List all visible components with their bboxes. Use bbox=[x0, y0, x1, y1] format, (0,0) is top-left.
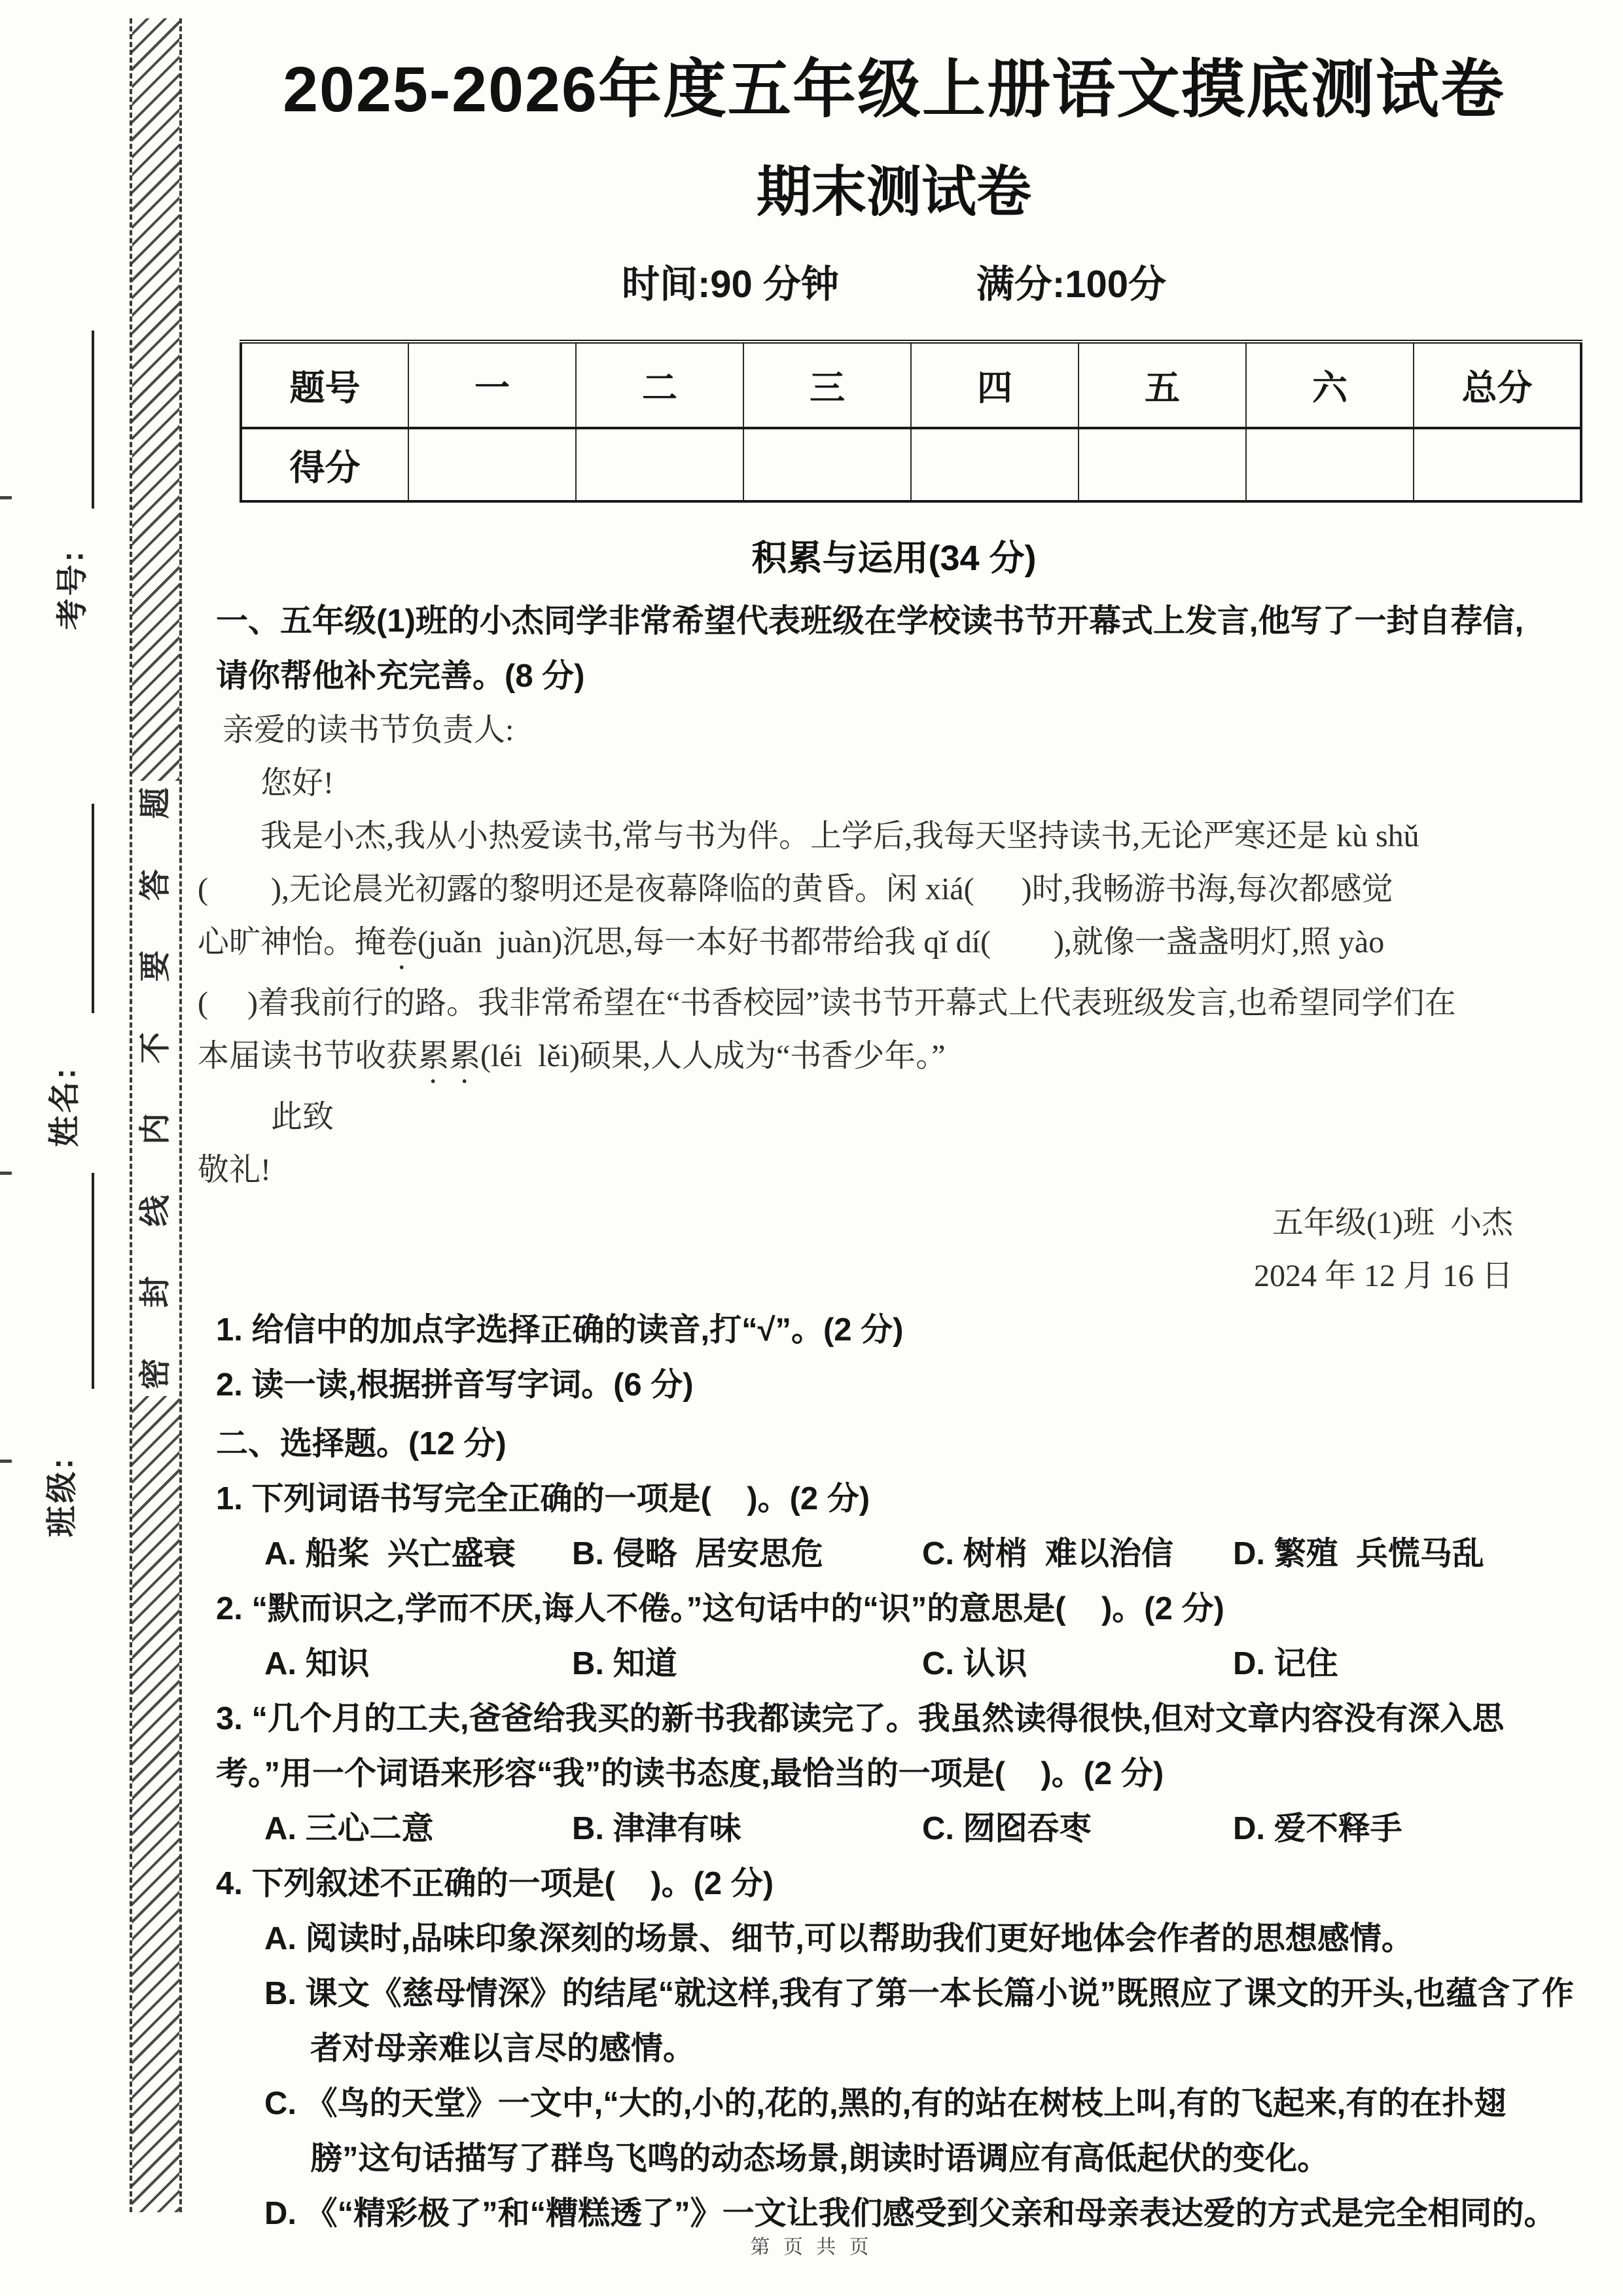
score-col-3: 三 bbox=[743, 342, 911, 428]
section1-heading: 积累与运用(34 分) bbox=[751, 539, 1037, 578]
seal-char: 线 bbox=[137, 1194, 173, 1227]
score-cell bbox=[408, 428, 576, 501]
seal-margin-strip bbox=[130, 18, 182, 2212]
score-col-2: 二 bbox=[576, 342, 743, 428]
seal-char: 题 bbox=[137, 787, 173, 819]
option-c: C. 认识 bbox=[922, 1646, 1027, 1681]
score-cell bbox=[743, 428, 911, 501]
score-col-6: 六 bbox=[1246, 342, 1414, 428]
score-col-total: 总分 bbox=[1414, 342, 1581, 428]
exam-subtitle: 期末测试卷 bbox=[756, 161, 1031, 223]
option-c: C. 囫囵吞枣 bbox=[922, 1811, 1092, 1846]
letter-date: 2024 年 12 月 16 日 bbox=[1253, 1259, 1513, 1293]
score-cell bbox=[576, 428, 743, 501]
main-content bbox=[198, 0, 1585, 2241]
seal-char: 内 bbox=[137, 1113, 173, 1145]
seal-char: 不 bbox=[137, 1031, 173, 1064]
choice-q2-options bbox=[264, 1636, 1585, 1691]
score-cell bbox=[1079, 428, 1246, 501]
banji-label: 班级: bbox=[45, 1456, 80, 1537]
section2-heading: 二、选择题。(12 分) bbox=[216, 1426, 507, 1462]
registration-tick bbox=[0, 1172, 12, 1175]
letter-body-line2: ( ),无论晨光初露的黎明还是夜幕降临的黄昏。闲 xiá( )时,我畅游书海,每次都感觉 bbox=[198, 872, 1393, 906]
letter-greeting: 您好! bbox=[260, 766, 334, 800]
choice-q4-stem: 4. 下列叙述不正确的一项是( )。(2 分) bbox=[216, 1866, 774, 1901]
hatch-pattern-top bbox=[132, 18, 179, 781]
option-d: D. 繁殖 兵慌马乱 bbox=[1233, 1536, 1484, 1571]
score-cell bbox=[911, 428, 1079, 501]
hatch-pattern-bottom bbox=[132, 1396, 179, 2212]
score-table-blank-row bbox=[241, 428, 1581, 501]
choice-q3-stem-line2: 考。”用一个词语来形容“我”的读书态度,最恰当的一项是( )。(2 分) bbox=[216, 1756, 1164, 1791]
option-a: A. 三心二意 bbox=[264, 1811, 434, 1846]
seal-line-text bbox=[132, 781, 179, 1396]
option-c: C. 树梢 难以治信 bbox=[922, 1536, 1173, 1571]
option-a: A. 知识 bbox=[264, 1646, 370, 1681]
question1-intro-line2: 请你帮他补充完善。(8 分) bbox=[216, 658, 585, 694]
full-score: 满分:100分 bbox=[976, 263, 1167, 306]
letter-body-line4: ( )着我前行的路。我非常希望在“书香校园”读书节开幕式上代表班级发言,也希望同学们在 bbox=[198, 986, 1456, 1020]
seal-char: 密 bbox=[137, 1357, 173, 1390]
choice-q2-stem: 2. “默而识之,学而不厌,诲人不倦。”这句话中的“识”的意思是( )。(2 分) bbox=[216, 1591, 1224, 1626]
option-d: D. 爱不释手 bbox=[1233, 1811, 1402, 1846]
seal-char: 答 bbox=[137, 869, 173, 901]
choice-q1-options bbox=[264, 1526, 1585, 1581]
time-limit: 时间:90 分钟 bbox=[621, 263, 839, 306]
letter-body-line3 bbox=[198, 916, 1585, 977]
kaohao-label: 考号: bbox=[55, 548, 90, 630]
self-recommendation-letter bbox=[198, 704, 1585, 1302]
score-cell bbox=[1246, 428, 1414, 501]
letter-body-line5 bbox=[198, 1030, 1585, 1090]
letter-body-line1: 我是小杰,我从小热爱读书,常与书为伴。上学后,我每天坚持读书,无论严寒还是 kù shǔ bbox=[260, 819, 1419, 853]
xingming-label: 姓名: bbox=[47, 1066, 82, 1147]
letter-body-line3-post: (juǎn juàn)沉思,每一本好书都带给我 qǐ dí( ),就像一盏盏明灯,照 yào bbox=[418, 925, 1385, 960]
dotted-chars-leilei: 累累 bbox=[418, 1039, 481, 1073]
registration-tick bbox=[0, 1460, 12, 1463]
choice-q4-option-b-line1: B. 课文《慈母情深》的结尾“就这样,我有了第一本长篇小说”既照应了课文的开头,也蕴含了作 bbox=[264, 1976, 1574, 2011]
choice-q4-option-b-line2: 者对母亲难以言尽的感情。 bbox=[310, 2031, 696, 2066]
task2-pinyin-writing: 2. 读一读,根据拼音写字词。(6 分) bbox=[216, 1367, 694, 1403]
letter-salutation: 亲爱的读书节负责人: bbox=[223, 713, 514, 747]
letter-body-line3-pre: 心旷神怡。掩 bbox=[198, 925, 387, 960]
letter-body-line5-pre: 本届读书节收获 bbox=[198, 1039, 418, 1073]
letter-closing: 此致 bbox=[271, 1100, 334, 1134]
choice-q4-option-d: D. 《“精彩极了”和“糟糕透了”》一文让我们感受到父亲和母亲表达爱的方式是完全相同的。 bbox=[264, 2196, 1556, 2231]
exam-title: 2025-2026年度五年级上册语文摸底测试卷 bbox=[283, 54, 1505, 125]
score-table-corner: 题号 bbox=[241, 342, 408, 428]
seal-char: 封 bbox=[137, 1276, 173, 1308]
score-table-header-row bbox=[241, 342, 1581, 428]
task1-pronunciation: 1. 给信中的加点字选择正确的读音,打“√”。(2 分) bbox=[216, 1312, 904, 1348]
choice-q4-option-c-line1: C. 《鸟的天堂》一文中,“大的,小的,花的,黑的,有的站在树枝上叫,有的飞起来,有的在扑翅 bbox=[264, 2086, 1507, 2121]
choice-q3-options bbox=[264, 1801, 1585, 1856]
page-number-footer: 第 页 共 页 bbox=[750, 2236, 873, 2258]
option-b: B. 侵略 居安思危 bbox=[572, 1536, 823, 1571]
seal-char: 要 bbox=[137, 950, 173, 982]
letter-body-line5-post: (léi lěi)硕果,人人成为“书香少年。” bbox=[480, 1039, 946, 1073]
score-cell bbox=[1414, 428, 1581, 501]
score-row-label: 得分 bbox=[241, 428, 408, 501]
option-b: B. 知道 bbox=[572, 1646, 677, 1681]
option-a: A. 船桨 兴亡盛衰 bbox=[264, 1536, 516, 1571]
registration-tick bbox=[0, 496, 12, 499]
kaohao-blank-line bbox=[92, 331, 94, 509]
score-col-4: 四 bbox=[911, 342, 1079, 428]
choice-q4-option-c-line2: 膀”这句话描写了群鸟飞鸣的动态场景,朗读时语调应有高低起伏的变化。 bbox=[310, 2141, 1330, 2176]
choice-q1-stem: 1. 下列词语书写完全正确的一项是( )。(2 分) bbox=[216, 1481, 870, 1516]
score-table bbox=[240, 340, 1582, 503]
exam-info-line bbox=[203, 253, 1585, 308]
option-b: B. 津津有味 bbox=[572, 1811, 741, 1846]
score-col-1: 一 bbox=[408, 342, 576, 428]
letter-salute: 敬礼! bbox=[198, 1153, 271, 1187]
dotted-char-juan: 卷 bbox=[386, 925, 418, 960]
xingming-blank-line bbox=[92, 804, 94, 1013]
option-d: D. 记住 bbox=[1233, 1646, 1338, 1681]
score-col-5: 五 bbox=[1079, 342, 1246, 428]
choice-q4-option-a: A. 阅读时,品味印象深刻的场景、细节,可以帮助我们更好地体会作者的思想感情。 bbox=[264, 1921, 1414, 1956]
question1-intro-line1: 一、五年级(1)班的小杰同学非常希望代表班级在学校读书节开幕式上发言,他写了一封自荐信, bbox=[216, 603, 1524, 639]
letter-signature: 五年级(1)班 小杰 bbox=[1272, 1206, 1513, 1240]
choice-q3-stem-line1: 3. “几个月的工夫,爸爸给我买的新书我都读完了。我虽然读得很快,但对文章内容没有深入思 bbox=[216, 1701, 1505, 1736]
banji-blank-line bbox=[92, 1173, 94, 1389]
